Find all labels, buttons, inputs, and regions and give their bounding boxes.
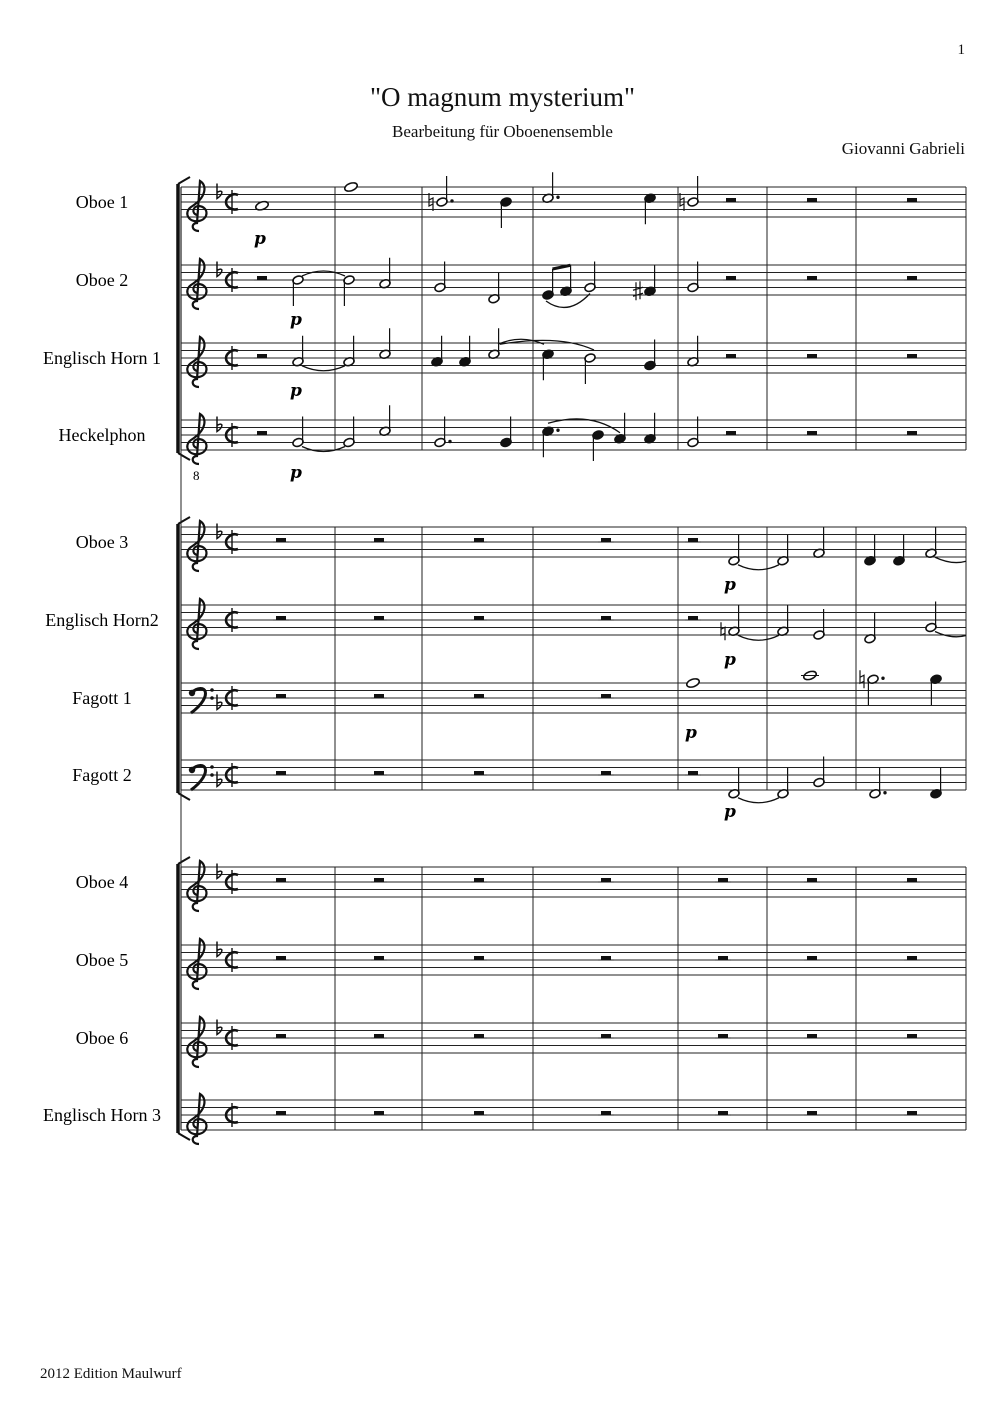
fag1-note-natural-icon — [860, 670, 864, 688]
heckel-half-rest — [726, 431, 736, 435]
fag1-dynamic: p — [685, 723, 697, 743]
group-2-bracket-bottom — [178, 793, 190, 800]
fag2-half-rest — [601, 771, 611, 775]
group3-staff-3-half-rest — [807, 1034, 817, 1038]
group3-staff-1-half-rest — [718, 878, 728, 882]
fag1-half-rest — [474, 694, 484, 698]
instrument-label: Fagott 1 — [72, 688, 132, 708]
group3-staff-1-half-rest — [374, 878, 384, 882]
oboe1-note-dot — [556, 196, 559, 199]
staff-3-3-treble-clef-icon — [187, 1017, 206, 1067]
group3-staff-3-half-rest — [718, 1034, 728, 1038]
staff-2-4-bass-clef-dot-2 — [210, 773, 214, 777]
instrument-label: Oboe 2 — [75, 270, 129, 290]
group-2-bracket-top — [178, 517, 190, 524]
oboe2-half-rest — [807, 276, 817, 280]
instrument-label: Oboe 6 — [75, 1028, 129, 1048]
group3-staff-3-half-rest — [374, 1034, 384, 1038]
group3-staff-1-half-rest — [601, 878, 611, 882]
eh2-note-natural-icon — [721, 622, 725, 640]
instrument-label: Oboe 1 — [75, 192, 129, 212]
oboe1-half-rest — [807, 198, 817, 202]
staff-1-2-treble-clef-icon — [187, 259, 206, 309]
group3-staff-2-half-rest — [276, 956, 286, 960]
fag1-half-rest — [374, 694, 384, 698]
oboe3-tie — [935, 557, 966, 562]
staff-1-1-treble-clef-icon — [187, 181, 206, 231]
staff-1-4-key-flat-icon — [217, 417, 222, 432]
staff-2-2-treble-clef-icon — [187, 599, 206, 649]
oboe3-dynamic: p — [724, 575, 736, 595]
instrument-label: Oboe 3 — [75, 532, 129, 552]
heckel-dynamic: p — [290, 463, 302, 483]
fag2-half-rest — [276, 771, 286, 775]
staff-2-1-treble-clef-icon — [187, 521, 206, 571]
oboe1-half-rest — [907, 198, 917, 202]
group3-staff-4-half-rest — [807, 1111, 817, 1115]
oboe2-note-sharp-icon — [633, 281, 643, 300]
score-title: "O magnum mysterium" — [369, 82, 636, 112]
heckel-half-rest — [907, 431, 917, 435]
staff-3-2-treble-clef-icon — [187, 939, 206, 989]
staff-3-3-key-flat-icon — [217, 1020, 222, 1035]
composer-name: Giovanni Gabrieli — [841, 139, 965, 158]
group3-staff-4-half-rest — [374, 1111, 384, 1115]
eh2-half-rest — [374, 616, 384, 620]
publisher-footer: 2012 Edition Maulwurf — [40, 1366, 182, 1382]
oboe1-dynamic: p — [254, 229, 266, 249]
eh1-half-rest — [907, 354, 917, 358]
group3-staff-1-half-rest — [907, 878, 917, 882]
group-3-bracket-bottom — [178, 1133, 190, 1140]
eh2-tie — [935, 632, 966, 637]
group3-staff-2-half-rest — [474, 956, 484, 960]
fag2-note-dot — [883, 791, 886, 794]
fag2-dynamic: p — [724, 802, 736, 822]
heckel-tie — [302, 447, 345, 452]
group3-staff-4-half-rest — [601, 1111, 611, 1115]
staff-1-4-treble-clef-icon — [187, 414, 206, 464]
group3-staff-2-half-rest — [907, 956, 917, 960]
staff-2-4-key-flat-icon — [217, 772, 222, 787]
eh2-tie — [738, 635, 779, 640]
oboe3-half-rest — [688, 538, 698, 542]
oboe3-half-rest — [374, 538, 384, 542]
staff-2-3-bass-clef-dot-1 — [210, 688, 214, 692]
oboe1-note — [344, 181, 359, 192]
eh1-tie — [302, 366, 345, 371]
oboe3-half-rest — [276, 538, 286, 542]
heckel-note-dot — [556, 429, 559, 432]
staff-2-4-bass-clef-dot-main — [189, 767, 195, 773]
staff-1-1-key-flat-icon — [217, 184, 222, 199]
eh2-half-rest — [276, 616, 286, 620]
heckel-note-dot — [448, 440, 451, 443]
oboe2-half-rest — [907, 276, 917, 280]
group3-staff-3-half-rest — [601, 1034, 611, 1038]
oboe2-beam — [553, 265, 571, 269]
staff-2-4-bass-clef-dot-1 — [210, 765, 214, 769]
fag1-note-dot — [881, 677, 884, 680]
fag1-half-rest — [276, 694, 286, 698]
eh1-slur — [500, 340, 594, 350]
group3-staff-2-half-rest — [374, 956, 384, 960]
group3-staff-1-half-rest — [474, 878, 484, 882]
instrument-label: Englisch Horn2 — [45, 610, 159, 630]
instrument-label: Oboe 5 — [75, 950, 129, 970]
staff-2-1-key-flat-icon — [217, 524, 222, 539]
oboe3-half-rest — [474, 538, 484, 542]
page-number: 1 — [957, 42, 965, 58]
oboe2-tie — [302, 271, 345, 276]
fag2-half-rest — [374, 771, 384, 775]
fag1-half-rest — [601, 694, 611, 698]
group3-staff-1-half-rest — [807, 878, 817, 882]
group-3-bracket-top — [178, 857, 190, 864]
staff-1-2-key-flat-icon — [217, 262, 222, 277]
fag2-half-rest — [688, 771, 698, 775]
group3-staff-2-half-rest — [718, 956, 728, 960]
fag1-note — [686, 677, 701, 688]
group-1-bracket-bottom — [178, 453, 190, 460]
heckel-half-rest — [257, 431, 267, 435]
group3-staff-3-half-rest — [276, 1034, 286, 1038]
group3-staff-1-half-rest — [276, 878, 286, 882]
oboe2-half-rest — [726, 276, 736, 280]
group3-staff-4-half-rest — [718, 1111, 728, 1115]
group3-staff-4-half-rest — [474, 1111, 484, 1115]
instrument-label: Englisch Horn 1 — [43, 348, 161, 368]
score-subtitle: Bearbeitung für Oboenensemble — [392, 122, 613, 141]
oboe1-half-rest — [726, 198, 736, 202]
group3-staff-3-half-rest — [907, 1034, 917, 1038]
group3-staff-4-half-rest — [276, 1111, 286, 1115]
group3-staff-2-half-rest — [601, 956, 611, 960]
group3-staff-4-half-rest — [907, 1111, 917, 1115]
eh2-half-rest — [688, 616, 698, 620]
instrument-label: Heckelphon — [58, 425, 146, 445]
eh2-half-rest — [474, 616, 484, 620]
staff-2-3-bass-clef-dot-main — [189, 690, 195, 696]
eh1-half-rest — [257, 354, 267, 358]
staff-3-2-key-flat-icon — [217, 942, 222, 957]
oboe2-half-rest — [257, 276, 267, 280]
fag2-tie — [738, 798, 779, 803]
staff-2-3-key-flat-icon — [217, 695, 222, 710]
group-1-bracket-top — [178, 177, 190, 184]
heckel-half-rest — [807, 431, 817, 435]
oboe3-tie — [738, 565, 779, 570]
oboe2-dynamic: p — [290, 310, 302, 330]
group3-staff-2-half-rest — [807, 956, 817, 960]
instrument-label: Englisch Horn 3 — [43, 1105, 161, 1125]
fag2-half-rest — [474, 771, 484, 775]
group3-staff-3-half-rest — [474, 1034, 484, 1038]
eh1-half-rest — [807, 354, 817, 358]
staff-1-4-clef-octave-mark: 8 — [193, 468, 200, 483]
eh1-half-rest — [726, 354, 736, 358]
staff-2-3-bass-clef-dot-2 — [210, 696, 214, 700]
eh2-dynamic: p — [724, 650, 736, 670]
instrument-label: Fagott 2 — [72, 765, 132, 785]
oboe1-note-dot — [450, 199, 453, 202]
staff-1-3-treble-clef-icon — [187, 337, 206, 387]
staff-3-1-key-flat-icon — [217, 864, 222, 879]
eh1-dynamic: p — [290, 381, 302, 401]
eh2-half-rest — [601, 616, 611, 620]
staff-3-1-treble-clef-icon — [187, 861, 206, 911]
instrument-label: Oboe 4 — [75, 872, 129, 892]
staff-3-4-treble-clef-icon — [187, 1094, 206, 1144]
oboe3-half-rest — [601, 538, 611, 542]
